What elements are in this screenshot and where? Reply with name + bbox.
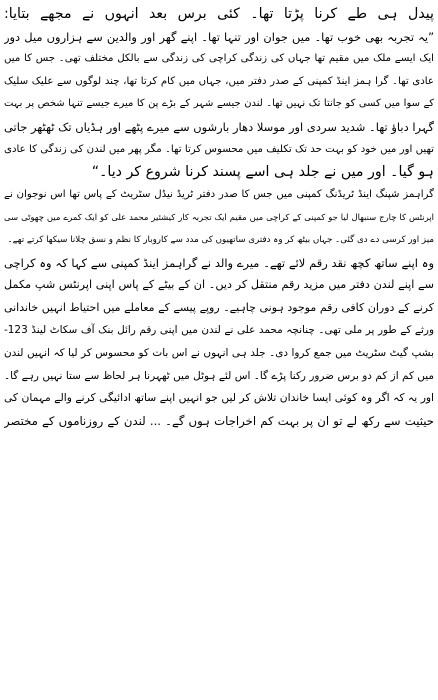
text-line: پیدل ہی طے کرنا پڑتا تھا۔ کئی برس بعد انہوں نے مجھے بتایا: (4, 6, 434, 22)
text-line: میز اور کرسی دے دی گئی۔ جہاں بیٹھ کر وہ دفتری ساتھیوں کی مدد سے کاروبار کا نظم و نسق چلانا سیکھا کرتے تھے۔ (7, 234, 434, 245)
text-line: اپرنٹس کا چارج سنبھال لیا جو کمپنی کے کراچی میں مقیم ایک تجربہ کار کیشئیر محمد علی کو ایک کمرے میں چھوٹی سی (4, 212, 434, 223)
text-line: اور یہ کہ اگر وہ کوئی ایسا خاندان تلاش کر لیں جو انہیں اپنے ساتھ ادائیگی کرنے والے مہمان کی (4, 391, 434, 405)
text-line: ”یہ تجربہ بھی خوب تھا۔ میں جوان اور تنہا تھا۔ اپنے گھر اور والدین سے ہزاروں میل دور (4, 29, 434, 44)
text-line: گہرا دباؤ تھا۔ شدید سردی اور موسلا دھار بارشوں سے میرے پٹھے اور ہڈیاں تک ٹھٹھر جاتی (4, 119, 434, 134)
text-line: کے سوا میں کسی کو جانتا تک نہیں تھا۔ لندن جیسے شہر کے بڑے پن کا میرے جیسے تنہا شخص پر بہت (4, 98, 434, 110)
text-line: تھیں اور میں خود کو بہت حد تک تکلیف میں محسوس کرتا تھا۔ مگر پھر میں لندن کی زندگی کا عادی (4, 143, 434, 155)
text-line: گراہمز شپنگ اینڈ ٹریڈنگ کمپنی میں جس کا صدر دفتر ٹریڈ نیڈل سٹریٹ کے پاس تھا اس نوجوان نے (4, 188, 434, 200)
text-line: ایک ایسے ملک میں مقیم تھا جہاں کی زندگی کراچی کی زندگی سے بالکل مختلف تھی۔ جس کا میں (4, 53, 434, 65)
text-line: ورثے کے طور پر ملی تھی۔ چنانچہ محمد علی نے لندن میں اپنی رقم رائل بنک آف سکاٹ لینڈ 123- (4, 324, 434, 337)
text-line: میں کم از کم دو برس ضرور رکنا پڑے گا۔ اس لئے ہوٹل میں ٹھہرنا ہر لحاظ سے ستا نہیں رہے گا۔ (4, 369, 434, 382)
text-line: سے اپنے لندن دفتر میں مزید رقم منتقل کر دیں۔ ان کے بیٹے کے پاس اپنی اپرنٹس شپ مکمل (4, 278, 434, 292)
text-line: ہو گیا۔ اور میں نے جلد ہی اسے پسند کرنا شروع کر دیا۔“ (91, 164, 434, 181)
text-line: بشپ گیٹ سٹریٹ میں جمع کروا دی۔ جلد ہی انہوں نے اس بات کو محسوس کر لیا کہ انہیں لندن (4, 346, 434, 359)
text-line: کرنے کے دوران کافی رقم موجود ہونی چاہیے۔ روپے پیسے کے معاملے میں احتیاط انہیں خاندانی (4, 300, 434, 314)
text-line: حیثیت سے رکھ لے تو ان پر بہت کم اخراجات ہوں گے۔ ... لندن کے روزناموں کے مختصر (4, 413, 434, 428)
text-line: عادی تھا۔ گرا ہمز اینڈ کمپنی کے صدر دفتر میں، جہاں میں کام کرتا تھا، چند لوگوں سے علیک سلیک (4, 75, 434, 87)
text-line: وہ اپنے ساتھ کچھ نقد رقم لائے تھے۔ میرے والد نے گراہمز اینڈ کمپنی سے کہا کہ وہ کراچی (4, 255, 434, 270)
